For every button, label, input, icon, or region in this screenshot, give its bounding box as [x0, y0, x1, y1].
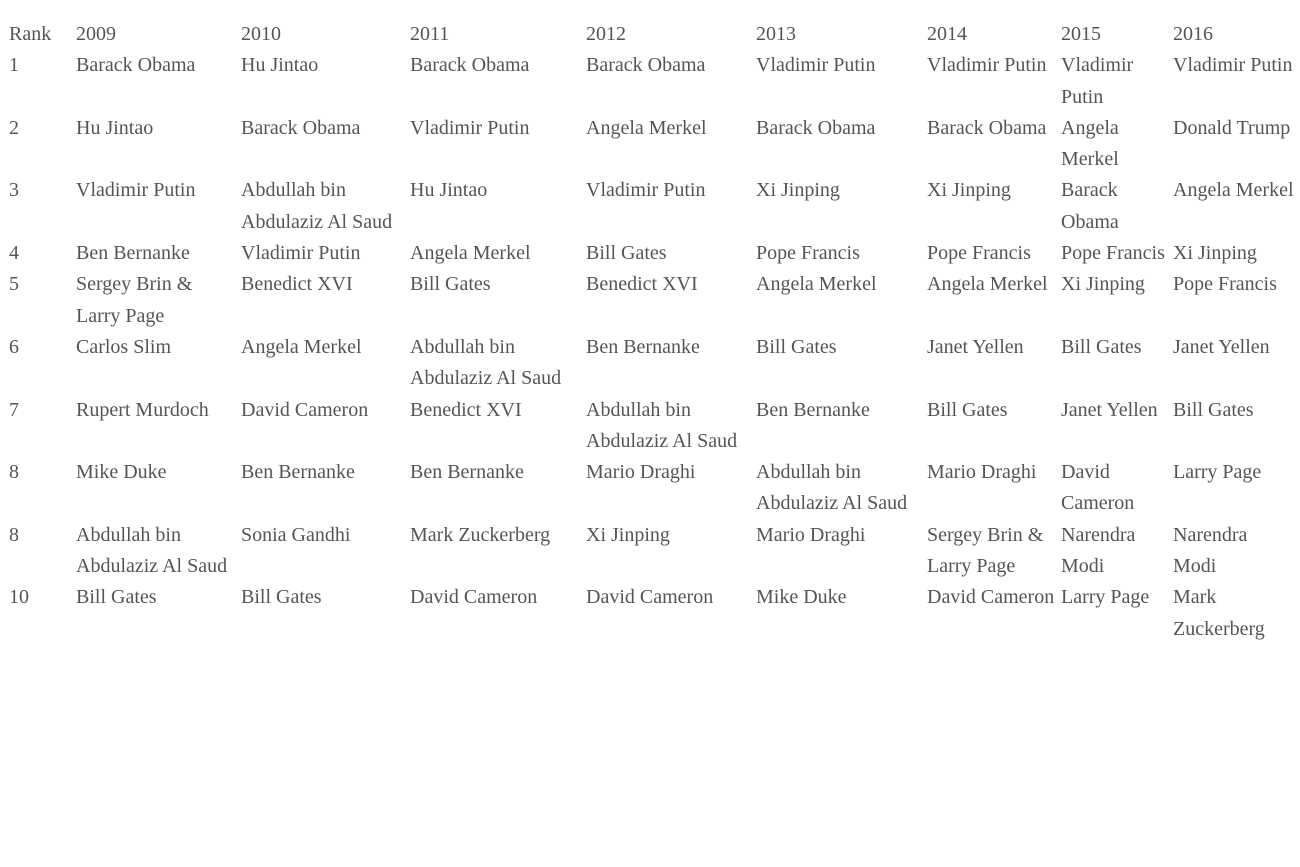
table-cell: Hu Jintao [410, 179, 488, 202]
table-cell: David Cameron [1061, 461, 1135, 515]
table-row [5, 175, 1295, 238]
table-cell: Angela Merkel [410, 242, 531, 265]
table-cell: Bill Gates [410, 273, 491, 296]
rank-cell: 7 [9, 398, 19, 421]
table-row [5, 238, 1295, 269]
table-cell: Rupert Murdoch [76, 398, 209, 421]
rank-cell: 1 [9, 54, 19, 77]
table-row [5, 520, 1295, 583]
table-cell: David Cameron [241, 398, 369, 421]
table-cell: David Cameron [927, 586, 1055, 609]
table-cell: Mario Draghi [586, 461, 696, 484]
table-cell: Pope Francis [756, 242, 860, 265]
table-row [5, 332, 1295, 395]
table-cell: Sergey Brin & Larry Page [927, 523, 1044, 578]
table-header [5, 19, 1295, 50]
header-2012: 2012 [586, 23, 626, 45]
table-cell: David Cameron [410, 586, 538, 609]
table-cell: Bill Gates [586, 242, 667, 265]
table-row [5, 113, 1295, 176]
rank-cell: 8 [9, 461, 19, 484]
header-row [5, 19, 1295, 50]
table-cell: Benedict XVI [241, 273, 353, 296]
table-cell: Angela Merkel [927, 273, 1048, 296]
table-cell: Mario Draghi [756, 523, 866, 546]
header-2016: 2016 [1173, 23, 1213, 45]
table-cell: Hu Jintao [241, 54, 319, 77]
table-cell: Vladimir Putin [756, 54, 876, 77]
table-cell: Mike Duke [76, 461, 167, 484]
header-2014: 2014 [927, 23, 967, 45]
table-cell: Ben Bernanke [756, 398, 870, 421]
table-cell: Barack Obama [927, 116, 1047, 139]
table-cell: Pope Francis [927, 242, 1031, 265]
table-cell: Ben Bernanke [76, 242, 190, 265]
table-cell: Xi Jinping [756, 179, 840, 202]
table-cell: Narendra Modi [1173, 523, 1248, 578]
table-cell: Abdullah bin Abdulaziz Al Saud [756, 461, 908, 515]
table-cell: Barack Obama [410, 54, 530, 77]
table-cell: Angela Merkel [241, 335, 362, 358]
table-cell: Xi Jinping [1061, 273, 1145, 296]
header-2010: 2010 [241, 23, 281, 45]
table-row [5, 269, 1295, 332]
table-cell: Bill Gates [1173, 398, 1254, 421]
table-cell: Bill Gates [1061, 335, 1142, 358]
rank-cell: 10 [9, 586, 29, 609]
table-cell: Abdullah bin Abdulaziz Al Saud [241, 179, 393, 233]
table-cell: Pope Francis [1173, 273, 1277, 296]
table-cell: Vladimir Putin [76, 179, 196, 202]
table-cell: Benedict XVI [586, 273, 698, 296]
table-cell: Carlos Slim [76, 335, 172, 358]
table-cell: Vladimir Putin [1061, 54, 1134, 108]
header-rank: Rank [9, 23, 52, 45]
table-cell: Angela Merkel [756, 273, 877, 296]
table-cell: Vladimir Putin [410, 116, 530, 139]
table-cell: Benedict XVI [410, 398, 522, 421]
table-cell: Angela Merkel [1061, 116, 1119, 171]
table-cell: Vladimir Putin [241, 242, 361, 265]
table-cell: Barack Obama [1061, 179, 1119, 233]
table-cell: Angela Merkel [586, 116, 707, 139]
table-cell: Mark Zuckerberg [410, 523, 551, 546]
table-cell: Pope Francis [1061, 242, 1165, 265]
table-cell: Ben Bernanke [586, 335, 700, 358]
table-cell: Janet Yellen [1173, 335, 1270, 358]
table-cell: Ben Bernanke [241, 461, 355, 484]
table-row [5, 457, 1295, 520]
table-cell: Sergey Brin & Larry Page [76, 273, 193, 327]
table-cell: Donald Trump [1173, 116, 1291, 139]
table-cell: Abdullah bin Abdulaziz Al Saud [586, 398, 738, 452]
rank-cell: 2 [9, 116, 19, 139]
table-cell: Abdullah bin Abdulaziz Al Saud [410, 335, 562, 390]
ranking-table [5, 19, 1295, 645]
table-cell: Janet Yellen [1061, 398, 1158, 421]
rank-cell: 6 [9, 335, 19, 358]
table-cell: Barack Obama [76, 54, 196, 77]
rank-cell: 4 [9, 242, 19, 265]
table-cell: Larry Page [1173, 461, 1262, 484]
header-2009: 2009 [76, 23, 116, 45]
rank-cell: 5 [9, 273, 19, 296]
table-cell: Vladimir Putin [586, 179, 706, 202]
rank-cell: 8 [9, 523, 19, 546]
table-cell: Barack Obama [241, 116, 361, 139]
table-cell: Vladimir Putin [927, 54, 1047, 77]
table-cell: Mike Duke [756, 586, 847, 609]
header-2015: 2015 [1061, 23, 1101, 45]
table-cell: Mark Zuckerberg [1173, 586, 1265, 640]
table-cell: Angela Merkel [1173, 179, 1294, 202]
table-cell: Barack Obama [586, 54, 706, 77]
table-cell: Xi Jinping [586, 523, 670, 546]
table-cell: Xi Jinping [927, 179, 1011, 202]
table-cell: Barack Obama [756, 116, 876, 139]
table-row [5, 582, 1295, 645]
table-cell: Sonia Gandhi [241, 523, 351, 546]
header-2013: 2013 [756, 23, 796, 45]
table-row [5, 395, 1295, 458]
table-cell: Narendra Modi [1061, 523, 1136, 578]
table-cell: Xi Jinping [1173, 242, 1257, 265]
table-cell: Abdullah bin Abdulaziz Al Saud [76, 523, 228, 578]
rank-cell: 3 [9, 179, 19, 202]
table-cell: Janet Yellen [927, 335, 1024, 358]
table-body [5, 50, 1295, 645]
table-cell: Larry Page [1061, 586, 1150, 609]
header-2011: 2011 [410, 23, 450, 45]
table-cell: Bill Gates [76, 586, 157, 609]
table-cell: Bill Gates [756, 335, 837, 358]
table-cell: Ben Bernanke [410, 461, 524, 484]
table-cell: Bill Gates [241, 586, 322, 609]
table-cell: David Cameron [586, 586, 714, 609]
table-cell: Bill Gates [927, 398, 1008, 421]
table-cell: Mario Draghi [927, 461, 1037, 484]
table-cell: Hu Jintao [76, 116, 154, 139]
table-cell: Vladimir Putin [1173, 54, 1293, 77]
table-row [5, 50, 1295, 113]
